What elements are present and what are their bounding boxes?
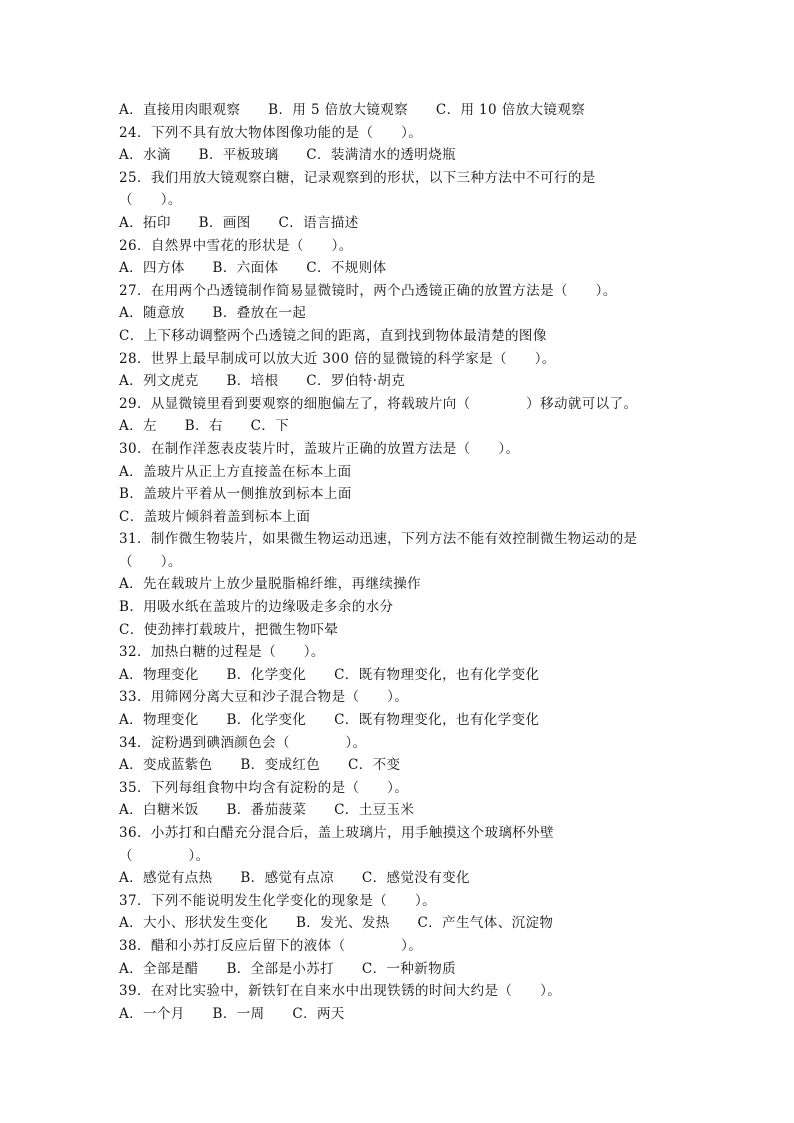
question-25-cont: （ ）。 — [119, 192, 182, 209]
question-37: 37．下列不能说明发生化学变化的现象是（ ）。 — [119, 892, 437, 909]
options-34: A．变成蓝紫色 B．变成红色 C．不变 — [119, 757, 401, 774]
question-30: 30．在制作洋葱表皮装片时，盖玻片正确的放置方法是（ ）。 — [119, 440, 520, 457]
question-36: 36．小苏打和白醋充分混合后，盖上玻璃片，用手触摸这个玻璃杯外壁 — [119, 825, 554, 841]
options-24: A．水滴 B．平板玻璃 C．装满清水的透明烧瓶 — [119, 147, 456, 164]
options-37: A．大小、形状发生变化 B．发光、发热 C．产生气体、沉淀物 — [119, 915, 554, 932]
options-38: A．全部是醋 B．全部是小苏打 C．一种新物质 — [119, 960, 456, 977]
options-31-b: B．用吸水纸在盖玻片的边缘吸走多余的水分 — [119, 599, 394, 616]
options-35: A．白糖米饭 B．番茄菠菜 C．土豆玉米 — [119, 802, 415, 819]
options-27-c: C．上下移动调整两个凸透镜之间的距离，直到找到物体最清楚的图像 — [119, 327, 547, 344]
question-26: 26．自然界中雪花的形状是（ ）。 — [119, 237, 353, 254]
question-25: 25．我们用放大镜观察白糖，记录观察到的形状，以下三种方法中不可行的是 — [119, 169, 596, 186]
options-30-a: A．盖玻片从正上方直接盖在标本上面 — [119, 463, 352, 480]
options-27-ab: A．随意放 B．叠放在一起 — [119, 305, 307, 322]
question-32: 32．加热白糖的过程是（ ）。 — [119, 644, 325, 661]
options-29: A．左 B．右 C．下 — [119, 418, 290, 435]
exam-page — [119, 99, 699, 1025]
options-line: A．直接用肉眼观察 B．用 5 倍放大镜观察 C．用 10 倍放大镜观察 — [119, 102, 586, 118]
options-31-c: C．使劲摔打载玻片，把微生物吓晕 — [119, 621, 339, 638]
question-34: 34．淀粉遇到碘酒颜色会（ ）。 — [119, 734, 367, 751]
question-39: 39．在对比实验中，新铁钉在自来水中出现铁锈的时间大约是（ ）。 — [119, 983, 562, 1000]
question-24: 24．下列不具有放大物体图像功能的是（ ）。 — [119, 124, 423, 141]
question-31: 31．制作微生物装片，如果微生物运动迅速，下列方法不能有效控制微生物运动的是 — [119, 531, 638, 548]
options-25: A．拓印 B．画图 C．语言描述 — [119, 214, 359, 231]
options-36: A．感觉有点热 B．感觉有点凉 C．感觉没有变化 — [119, 870, 470, 887]
question-36-cont: （ ）。 — [119, 847, 210, 864]
question-28: 28．世界上最早制成可以放大近 300 倍的显微镜的科学家是（ ）。 — [119, 350, 556, 367]
options-32: A．物理变化 B．化学变化 C．既有物理变化，也有化学变化 — [119, 666, 540, 683]
options-33: A．物理变化 B．化学变化 C．既有物理变化，也有化学变化 — [119, 712, 540, 729]
question-33: 33．用筛网分离大豆和沙子混合物是（ ）。 — [119, 689, 409, 706]
question-31-cont: （ ）。 — [119, 553, 182, 570]
question-35: 35．下列每组食物中均含有淀粉的是（ ）。 — [119, 779, 409, 796]
options-31-a: A．先在载玻片上放少量脱脂棉纤维，再继续操作 — [119, 576, 422, 593]
options-30-c: C．盖玻片倾斜着盖到标本上面 — [119, 508, 311, 525]
question-38: 38．醋和小苏打反应后留下的液体（ ）。 — [119, 937, 423, 954]
options-26: A．四方体 B．六面体 C．不规则体 — [119, 260, 387, 277]
options-28: A．列文虎克 B．培根 C．罗伯特·胡克 — [119, 373, 406, 390]
options-30-b: B．盖玻片平着从一侧推放到标本上面 — [119, 486, 352, 503]
options-39: A．一个月 B．一周 C．两天 — [119, 1005, 345, 1022]
question-27: 27．在用两个凸透镜制作简易显微镜时，两个凸透镜正确的放置方法是（ ）。 — [119, 282, 617, 299]
question-29: 29．从显微镜里看到要观察的细胞偏左了，将载玻片向（ ）移动就可以了。 — [119, 395, 638, 412]
